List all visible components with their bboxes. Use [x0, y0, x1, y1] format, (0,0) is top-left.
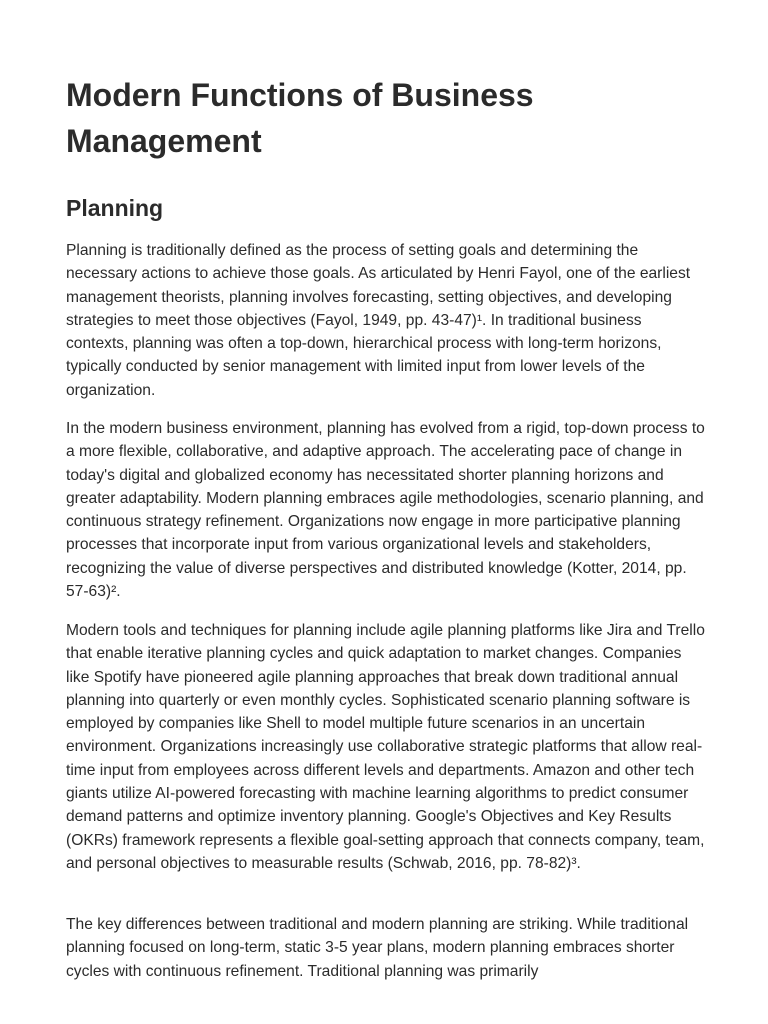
- document-title: Modern Functions of Business Management: [66, 77, 534, 159]
- paragraph: The key differences between traditional and modern planning are striking. While traditional planning focused on long-term, static 3-5 year plans, modern planning embraces shorter cycles with continuous refinement. Traditional planning was primarily: [66, 916, 689, 980]
- section-heading-planning: Planning: [66, 195, 164, 221]
- paragraph: Planning is traditionally defined as the process of setting goals and determining the necessary actions to achieve those goals. As articulated by Henri Fayol, one of the earliest management theorists, planning involves forecasting, setting objectives, and developing strategies to meet those objectives (Fayol, 1949, pp. 43-47)¹. In traditional business contexts, planning was often a top-down, hierarchical process with long-term horizons, typically conducted by senior management with limited input from lower levels of the organization.: [66, 242, 691, 399]
- paragraph: In the modern business environment, planning has evolved from a rigid, top-down process to a more flexible, collaborative, and adaptive approach. The accelerating pace of change in today's digital and globalized economy has necessitated shorter planning horizons and greater adaptability. Modern planning embraces agile methodologies, scenario planning, and continuous strategy refinement. Organizations now engage in more participative planning processes that incorporate input from various organizational levels and stakeholders, recognizing the value of diverse perspectives and distributed knowledge (Kotter, 2014, pp. 57-63)².: [66, 420, 705, 601]
- paragraph: Modern tools and techniques for planning include agile planning platforms like Jira and Trello that enable iterative planning cycles and quick adaptation to market changes. Companies like Spotify have pioneered agile planning approaches that break down traditional annual planning into quarterly or even monthly cycles. Sophisticated scenario planning software is employed by companies like Shell to model multiple future scenarios in an uncertain environment. Organizations increasingly use collaborative strategic platforms that allow real-time input from employees across different levels and departments. Amazon and other tech giants utilize AI-powered forecasting with machine learning algorithms to predict consumer demand patterns and optimize inventory planning. Google's Objectives and Key Results (OKRs) framework represents a flexible goal-setting approach that connects company, team, and personal objectives to measurable results (Schwab, 2016, pp. 78-82)³.: [66, 622, 705, 872]
